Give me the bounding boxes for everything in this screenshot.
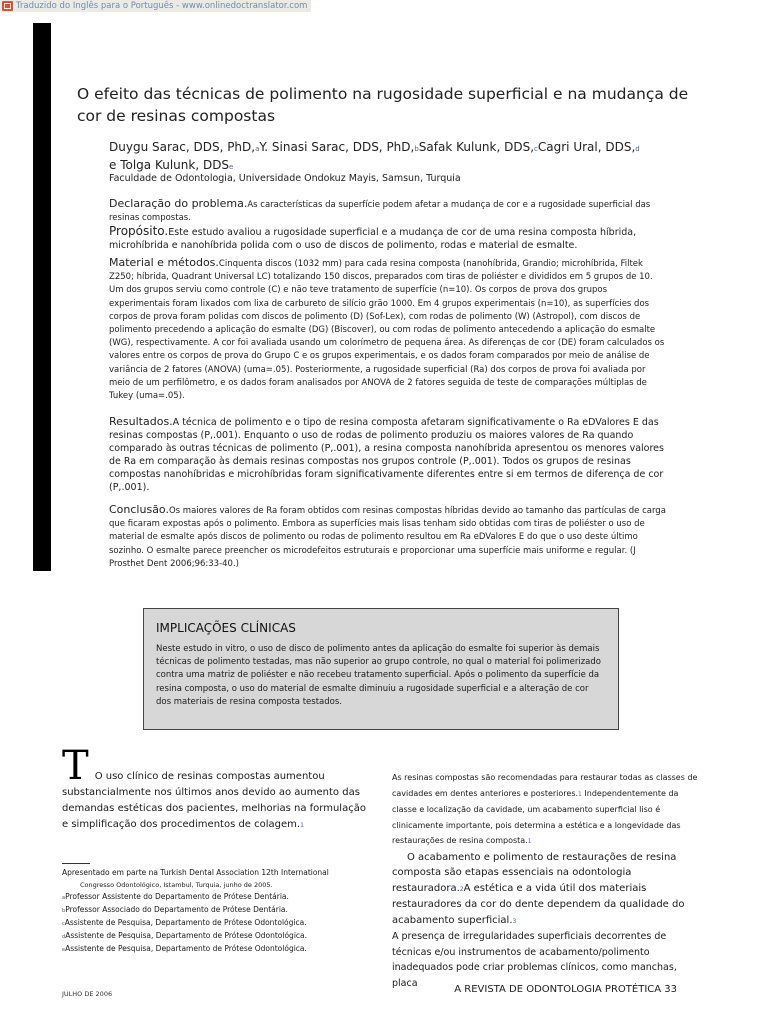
author-4: Cagri Ural, DDS, [537,140,636,154]
ref-1c: 1 [527,838,532,845]
footnote-presented-cont: Congresso Odontológico, Istambul, Turquia, junho de 2005. [80,881,273,889]
footnote-e-text: Assistente de Pesquisa, Departamento de Prótese Odontológica. [65,944,307,953]
footnote-e [62,943,382,956]
footer-journal-page: A REVISTA DE ODONTOLOGIA PROTÉTICA 33 [454,984,677,995]
body-column-left [62,743,372,834]
abstract-methods [109,256,669,403]
methods-heading: Material e métodos. [109,256,219,269]
problem-text: As características da superfície podem afetar a mudança de cor e a rugosidade superficial das resinas compostas. [109,200,651,224]
author-3-mark: c [534,145,538,153]
author-3: Safak Kulunk, DDS, [418,140,535,154]
right-paragraph-1 [392,770,704,850]
results-heading: Resultados. [109,415,173,428]
footnote-b-mark: b [62,908,66,914]
footnote-c-text: Assistente de Pesquisa, Departamento de Prótese Odontológica. [64,918,307,927]
footnote-a [62,891,382,904]
purpose-text: Este estudo avaliou a rugosidade superficial e a mudança de cor de uma resina composta híbrida, microhíbrida e nanohíbrida polida com o uso de discos de polimento, rodas e material de esmalte. [109,227,637,251]
methods-text: Cinquenta discos (1032 mm) para cada resina composta (nanohíbrida, Grandio; microhíbrida, Filtek Z250; híbrida, Quadrant Universal LC) totalizando 150 discos, preparados com tiras de poliéster e divididos em 5 grupos de 10. Um dos grupos serviu como controle (C) e não teve tratamento de superfície (n=10). Os corpos de prova dos grupos experimentais foram lixados com lixa de carbureto de silício grão 1000. Em 4 grupos experimentais (n=10), as superfícies dos corpos de prova foram polidas com discos de polimento (D) (Sof-Lex), com rodas de polimento (W) (Astropol), com discos de polimento precedendo a aplicação do esmalte (DG) (Biscover), ou com rodas de polimento antecedendo a aplicação do esmalte (WG), respectivamente. A cor foi avaliada usando um colorímetro de pequena área. As diferenças de cor (DE) foram calculados os valores entre os corpos de prova do Grupo C e os grupos experimentais, e os dados foram comparados por meio de análise de variância de 2 fatores (ANOVA) (uma=.05). Posteriormente, a rugosidade superficial (Ra) dos corpos de prova foi avaliada por meio de um perfilômetro, e os dados foram analisados por ANOVA de 2 fatores seguida de teste de comparações múltiplas de Tukey (uma=.05). [109,259,665,402]
ref-1: 1 [300,822,304,829]
author-5-mark: e [229,163,234,171]
translator-link[interactable]: Traduzido do Inglês para o Português - www.onlinedoctranslator.com [16,1,308,11]
abstract-conclusion [109,503,669,571]
conclusion-heading: Conclusão. [109,503,169,516]
abstract-results [109,415,669,494]
intro-paragraph: O uso clínico de resinas compostas aumentou substancialmente nos últimos anos devido ao aumento das demandas estéticas dos pacientes, melhorias na formulação e simplificação dos procedimentos de colagem. [62,771,366,830]
article-title: O efeito das técnicas de polimento na rugosidade superficial e na mudança de cor de resinas compostas [77,85,689,125]
abstract-problem [109,197,669,225]
footnote-d-mark: d [62,934,66,940]
author-5: e Tolga Kulunk, DDS [109,158,230,172]
footnote-rule [62,863,90,864]
footnote-a-text: Professor Assistente do Departamento de Prótese Dentária. [65,892,289,901]
problem-heading: Declaração do problema. [109,197,248,210]
right-p2b-text: A estética e a vida útil dos materiais restauradores da cor do dente dependem da qualidade do acabamento superficial. [392,882,685,926]
affiliation: Faculdade de Odontologia, Universidade Ondokuz Mayis, Samsun, Turquia [109,173,461,184]
footnote-d [62,930,382,943]
footnote-c [62,917,382,930]
author-list [109,139,709,175]
right-paragraph-2 [392,850,704,930]
ref-1b: 1 [578,790,582,798]
author-1-mark: a [255,145,260,153]
abstract-purpose [109,225,669,252]
purpose-heading: Propósito. [109,224,169,238]
footnote-d-text: Assistente de Pesquisa, Departamento de Prótese Odontológica. [65,931,308,940]
right-paragraph-3: A presença de irregularidades superficiais decorrentes de técnicas e/ou instrumentos de acabamento/polimento inadequados pode criar problemas clínicos, como manchas, placa [392,931,677,989]
footnotes [62,867,382,956]
translator-banner[interactable] [0,0,311,12]
footnote-e-mark: e [62,947,66,953]
right-p1-text: As resinas compostas são recomendadas para restaurar todas as classes de cavidades em dentes anteriores e posteriores. [392,773,698,798]
drop-cap: T [62,743,89,789]
conclusion-text: Os maiores valores de Ra foram obtidos com resinas compostas híbridas devido ao tamanho das partículas de carga que ficaram expostas após o polimento. Embora as superfícies mais lisas tenham sido obtidas com tiras de poliéster o uso de material de esmalte após discos de polimento ou rodas de polimento resultou em Ra eDValores E do que o uso deste último sozinho. O esmalte parece preencher os microdefeitos estruturais e proporcionar uma superfície mais uniforme e regular. (J Prosthet Dent 2006;96:33-40.) [109,506,666,569]
footnote-a-mark: a [62,895,66,901]
footer-date: JULHO DE 2006 [62,990,113,998]
ref-2: 2 [459,885,464,893]
author-2-mark: b [414,145,419,153]
results-text: A técnica de polimento e o tipo de resina composta afetaram significativamente o Ra eDValores E das resinas compostas (P,.001). Enquanto o uso de rodas de polimento produziu os maiores valores de Ra quando comparado às outras técnicas de polimento (P,.001), a resina composta nanohíbrida apresentou os menores valores de Ra em comparação às demais resinas compostas nos grupos controle (P,.001). Todos os grupos de resinas compostas nanohíbridas e microhíbridas foram significativamente diferentes entre si em termos de diferença de cor (P,.001). [109,417,664,493]
footnote-presented: Apresentado em parte na Turkish Dental Association 12th International [62,868,329,877]
black-side-bar [33,23,51,571]
clinical-implications-text: Neste estudo in vitro, o uso de disco de polimento antes da aplicação do esmalte foi superior às demais técnicas de polimento testadas, mas não superior ao grupo controle, no qual o material foi polimerizado contra uma matriz de poliéster e não recebeu tratamento superficial. Após o polimento da superfície da resina composta, o uso do material de esmalte diminuiu a rugosidade superficial e a alteração de cor dos materiais de resina composta testados. [156,644,601,707]
footnote-c-mark: c [62,921,65,927]
clinical-implications-box [143,608,619,730]
footnote-b [62,904,382,917]
author-2: Y. Sinasi Sarac, DDS, PhD, [259,140,415,154]
right-p2a-text: O acabamento e polimento de restaurações de resina composta são etapas essenciais na odontologia restauradora. [392,851,677,894]
footnote-b-text: Professor Associado do Departamento de Prótese Dentária. [65,905,288,914]
author-1: Duygu Sarac, DDS, PhD, [109,140,256,154]
body-column-right [392,770,704,991]
author-4-mark: d [635,145,640,153]
clinical-implications-heading: IMPLICAÇÕES CLÍNICAS [156,621,296,635]
pdf-icon [2,1,13,11]
ref-3: 3 [512,917,517,925]
right-p1b-text: Independentemente da classe e localização da cavidade, um acabamento superficial liso é clinicamente importante, pois determina a estética e a longevidade das restaurações de resina composta. [392,788,681,845]
